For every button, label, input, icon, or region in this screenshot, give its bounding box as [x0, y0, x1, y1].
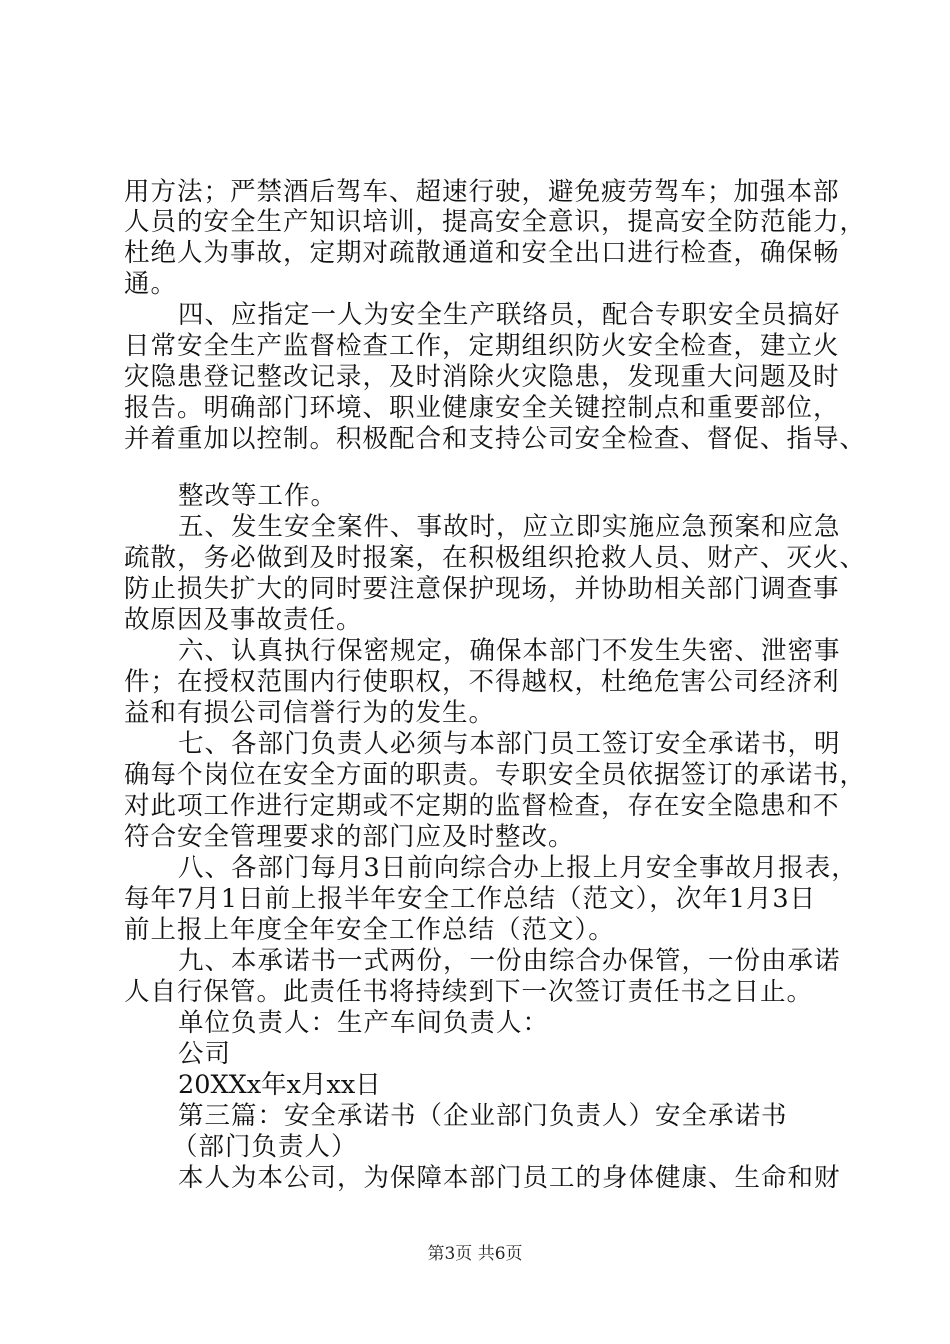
paragraph-five-start: 五、发生安全案件、事故时，应立即实施应急预案和应急	[178, 512, 841, 542]
paragraph-six-start: 六、认真执行保密规定，确保本部门不发生失密、泄密事	[178, 636, 841, 666]
body-text-line: 防止损失扩大的同时要注意保护现场，并协助相关部门调查事	[124, 574, 840, 604]
paragraph-nine-start: 九、本承诺书一式两份，一份由综合办保管，一份由承诺	[178, 946, 841, 976]
body-text-line: 每年7月1日前上报半年安全工作总结（范文），次年1月3日	[124, 884, 817, 914]
body-text-line: 灾隐患登记整改记录，及时消除火灾隐患，发现重大问题及时	[124, 362, 840, 392]
body-text-line: 确每个岗位在安全方面的职责。专职安全员依据签订的承诺书，	[124, 760, 867, 790]
body-text-line: 通。	[124, 269, 178, 299]
section-heading: 第三篇：安全承诺书（企业部门负责人）安全承诺书	[178, 1101, 788, 1131]
body-text-line: 杜绝人为事故，定期对疏散通道和安全出口进行检查，确保畅	[124, 238, 840, 268]
body-text-line: 报告。明确部门环境、职业健康安全关键控制点和重要部位，	[124, 393, 840, 423]
body-text-line: 整改等工作。	[178, 481, 338, 511]
body-text-line: 用方法；严禁酒后驾车、超速行驶，避免疲劳驾车；加强本部	[124, 177, 840, 207]
signature-line: 单位负责人：生产车间负责人：	[178, 1008, 550, 1038]
body-text-line: 故原因及事故责任。	[124, 605, 363, 635]
page-number-footer: 第3页 共6页	[427, 1244, 523, 1264]
body-text-line: 对此项工作进行定期或不定期的监督检查，存在安全隐患和不	[124, 791, 840, 821]
body-text-line: 件；在授权范围内行使职权，不得越权，杜绝危害公司经济利	[124, 667, 840, 697]
body-text-line: 前上报上年度全年安全工作总结（范文）。	[124, 915, 615, 945]
body-text-line: 人员的安全生产知识培训，提高安全意识，提高安全防范能力，	[124, 207, 867, 237]
paragraph-four-start: 四、应指定一人为安全生产联络员，配合专职安全员搞好	[178, 300, 841, 330]
paragraph-seven-start: 七、各部门负责人必须与本部门员工签订安全承诺书，明	[178, 729, 841, 759]
body-text-line: 本人为本公司，为保障本部门员工的身体健康、生命和财	[178, 1163, 841, 1193]
body-text-line: 符合安全管理要求的部门应及时整改。	[124, 822, 575, 852]
section-subheading: （部门负责人）	[172, 1132, 358, 1162]
body-text-line: 并着重加以控制。积极配合和支持公司安全检查、督促、指导、	[124, 424, 867, 454]
body-text-line: 人自行保管。此责任书将持续到下一次签订责任书之日止。	[124, 977, 814, 1007]
company-line: 公司	[178, 1039, 232, 1069]
paragraph-eight-start: 八、各部门每月3日前向综合办上报上月安全事故月报表，	[178, 853, 858, 883]
body-text-line: 疏散，务必做到及时报案，在积极组织抢救人员、财产、灭火、	[124, 543, 867, 573]
date-line: 20XXx年x月xx日	[178, 1070, 381, 1100]
body-text-line: 益和有损公司信誉行为的发生。	[124, 698, 496, 728]
body-text-line: 日常安全生产监督检查工作，定期组织防火安全检查，建立火	[124, 331, 840, 361]
